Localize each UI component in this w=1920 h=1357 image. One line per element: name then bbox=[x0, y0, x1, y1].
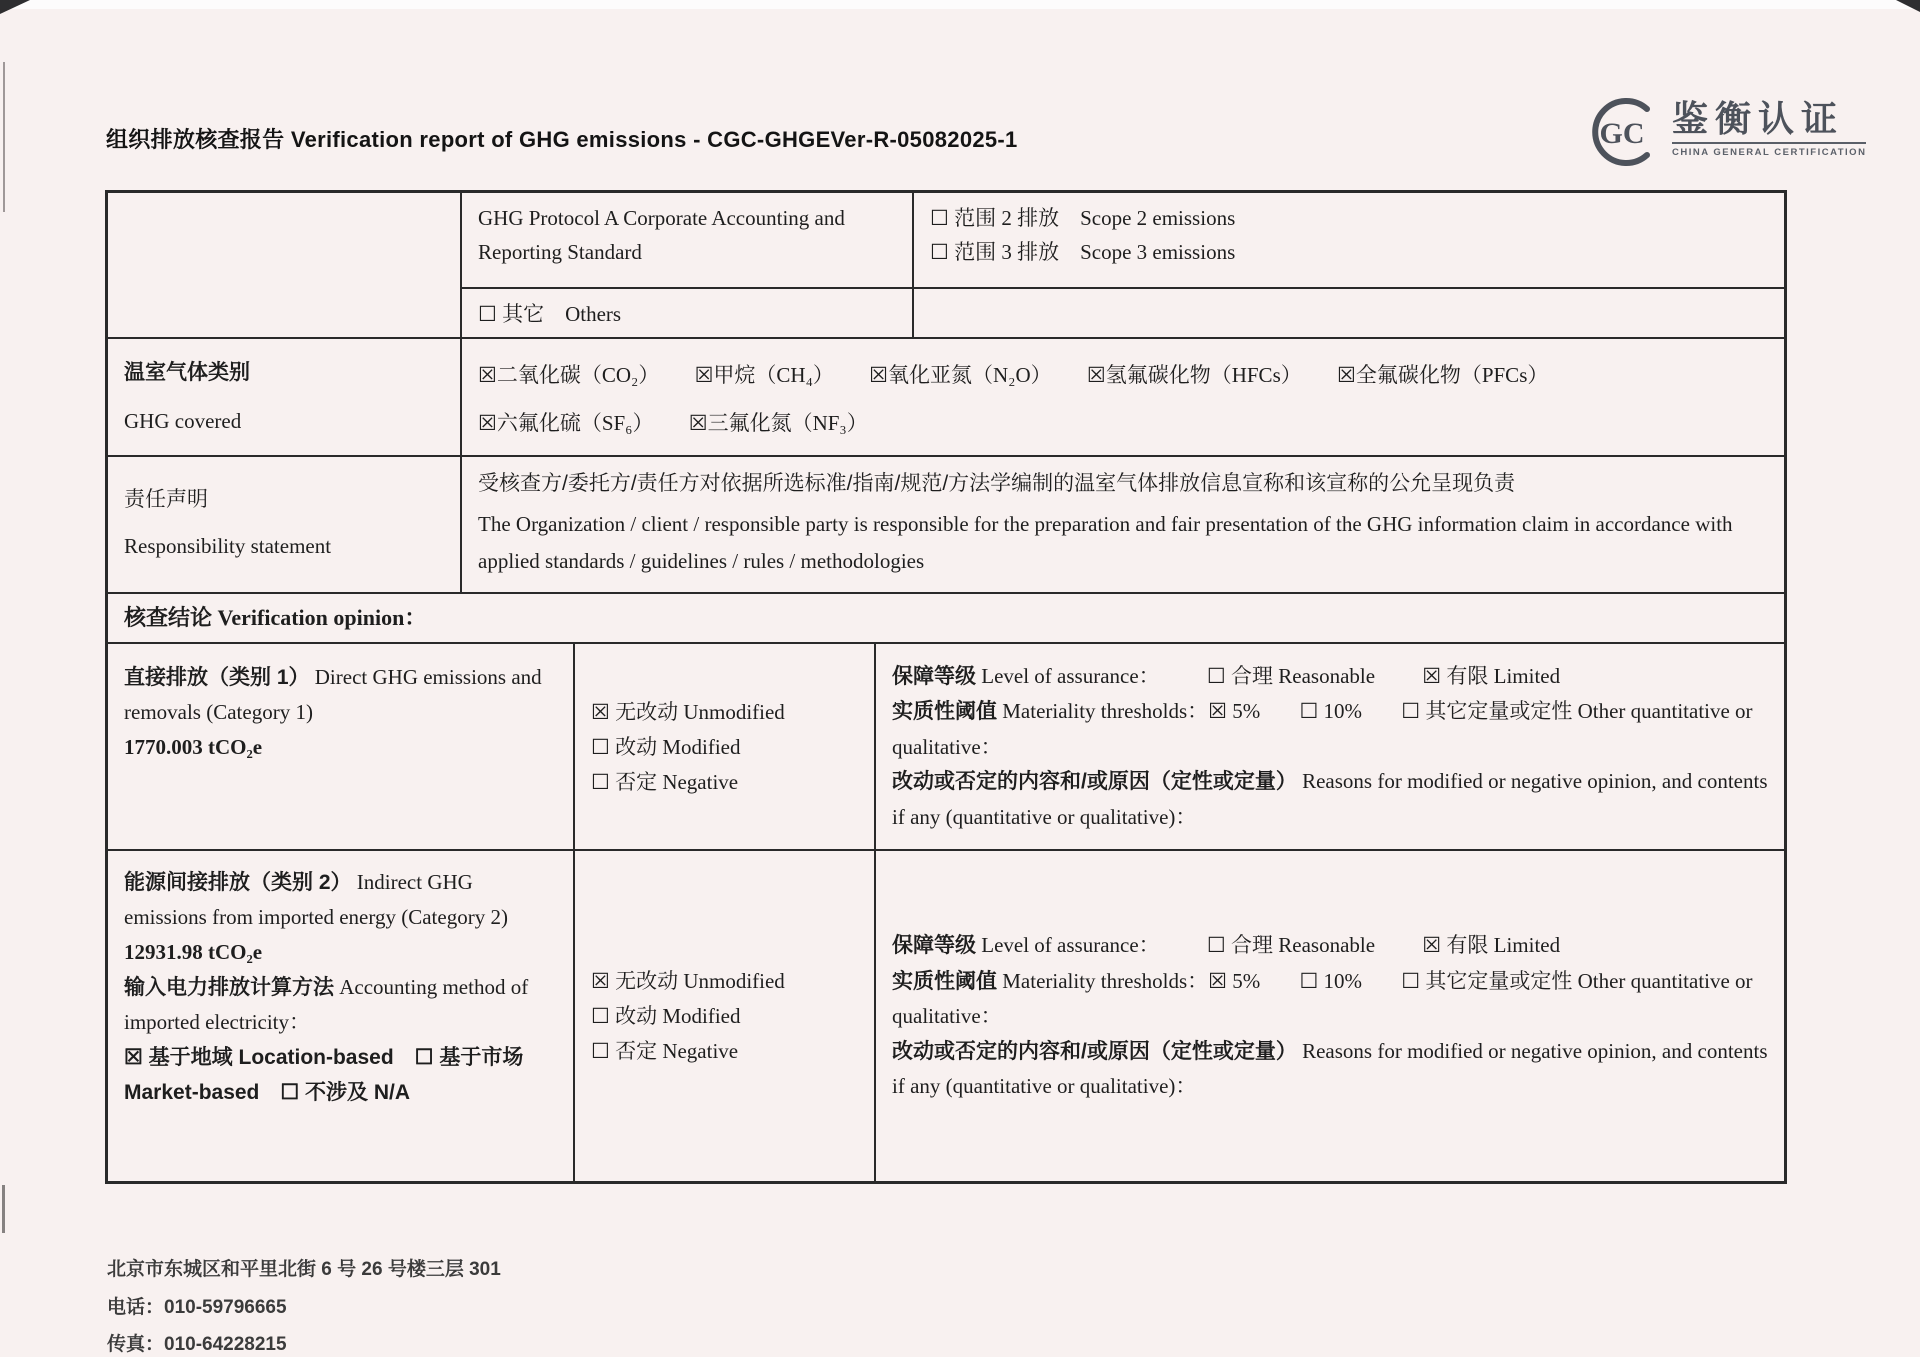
accounting-method-options: ☒ 基于地域 Location-based ☐ 基于市场 Market-based ☐ 不涉及 N/A bbox=[124, 1046, 524, 1104]
page-title: 组织排放核查报告 Verification report of GHG emissions - CGC-GHGEVer-R-05082025-1 bbox=[106, 127, 1018, 152]
footer-address: 北京市东城区和平里北街 6 号 26 号楼三层 301 bbox=[107, 1259, 501, 1280]
others-option: ☐ 其它 Others bbox=[478, 302, 622, 326]
standard-name-cell bbox=[460, 193, 912, 287]
scopes-cell bbox=[912, 193, 1784, 287]
footer-contact-block bbox=[107, 1251, 501, 1357]
opinion-header-zh: 核查结论 bbox=[124, 605, 213, 630]
standards-empty-cell bbox=[108, 193, 460, 337]
ghg-covered-section bbox=[108, 337, 1784, 455]
reasons-label-zh: 改动或否定的内容和/或原因（定性或定量） bbox=[892, 770, 1297, 794]
limited-option: ☒ 有限 Limited bbox=[1422, 933, 1561, 958]
gas-sf6-option: ☒六氟化硫（SF₆） bbox=[478, 411, 654, 435]
scope2-option: ☐ 范围 2 排放 Scope 2 emissions bbox=[930, 206, 1236, 230]
ten-percent-option: ☐ 10% bbox=[1299, 699, 1363, 724]
reasonable-option: ☐ 合理 Reasonable bbox=[1206, 933, 1376, 958]
responsibility-statement-zh: 受核查方/委托方/责任方对依据所选标准/指南/规范/方法学编制的温室气体排放信息宣称和该宣称的公允呈现负责 bbox=[478, 472, 1516, 495]
standards-section bbox=[108, 193, 1784, 337]
responsibility-label-cell bbox=[108, 457, 460, 592]
materiality-label-zh: 实质性阈值 bbox=[892, 700, 997, 724]
gas-hfcs-option: ☒氢氟碳化物（HFCs） bbox=[1086, 363, 1302, 387]
category2-modification-cell bbox=[573, 851, 874, 1181]
materiality-label-en: Materiality thresholds：☒ 5% bbox=[997, 699, 1261, 724]
category1-label-en: Direct GHG emissions and removals (Category 1) bbox=[124, 665, 542, 724]
responsibility-label-zh: 责任声明 bbox=[124, 488, 208, 511]
responsibility-statement-cell bbox=[460, 457, 1784, 592]
category1-assurance-cell bbox=[874, 644, 1784, 849]
logo-name-zh: 鉴衡认证 bbox=[1672, 100, 1866, 144]
logo-name-en: CHINA GENERAL CERTIFICATION bbox=[1672, 147, 1867, 158]
assurance-level-label-zh: 保障等级 bbox=[892, 664, 976, 688]
category2-value: 12931.98 tCO₂e bbox=[124, 940, 263, 964]
scan-artifact-left-edge bbox=[3, 62, 5, 212]
opinion-header-row bbox=[108, 592, 1784, 642]
ghg-covered-label-zh: 温室气体类别 bbox=[124, 361, 250, 384]
category1-value: 1770.003 tCO₂e bbox=[124, 735, 263, 759]
category1-cell bbox=[108, 644, 573, 849]
modified-option: ☐ 改动 Modified bbox=[591, 1004, 741, 1028]
category1-label-zh: 直接排放（类别 1） bbox=[124, 666, 310, 689]
limited-option: ☒ 有限 Limited bbox=[1422, 663, 1561, 688]
gas-pfcs-option: ☒全氟碳化物（PFCs） bbox=[1337, 363, 1549, 387]
scan-artifact-left-edge-2 bbox=[2, 1185, 5, 1233]
accounting-method-label-zh: 输入电力排放计算方法 bbox=[124, 976, 334, 999]
reasons-label-en: Reasons for modified or negative opinion, and contents if any (quantitative or qualitative)： bbox=[892, 769, 1768, 829]
scan-edge-strip bbox=[0, 0, 1920, 9]
footer-phone: 电话：010-59796665 bbox=[107, 1296, 287, 1318]
opinion-header-en: Verification opinion： bbox=[212, 605, 427, 630]
certification-logo bbox=[1586, 94, 1866, 170]
category2-cell bbox=[108, 851, 573, 1181]
ten-percent-option: ☐ 10% bbox=[1299, 968, 1363, 993]
reasons-label-zh: 改动或否定的内容和/或原因（定性或定量） bbox=[892, 1039, 1297, 1063]
verification-table bbox=[105, 190, 1787, 1184]
negative-option: ☐ 否定 Negative bbox=[591, 1039, 739, 1063]
unmodified-option: ☒ 无改动 Unmodified bbox=[591, 969, 785, 993]
materiality-label-en: Materiality thresholds：☒ 5% bbox=[997, 968, 1261, 993]
ghg-covered-label-en: GHG covered bbox=[124, 409, 242, 433]
accounting-method-label-en: Accounting method of imported electricity： bbox=[124, 975, 529, 1034]
responsibility-section bbox=[108, 455, 1784, 592]
category1-modification-cell bbox=[573, 644, 874, 849]
gas-ch4-option: ☒甲烷（CH₄） bbox=[694, 363, 834, 387]
assurance-level-label-en: Level of assurance： bbox=[976, 663, 1160, 688]
assurance-level-label-en: Level of assurance： bbox=[976, 933, 1160, 958]
other-threshold-option: ☐ 其它定量或定性 Other quantitative or qualitative： bbox=[892, 968, 1753, 1029]
reasons-label-en: Reasons for modified or negative opinion, and contents if any (quantitative or qualitative)： bbox=[892, 1038, 1768, 1099]
modified-option: ☐ 改动 Modified bbox=[591, 734, 741, 759]
reasonable-option: ☐ 合理 Reasonable bbox=[1206, 663, 1376, 688]
svg-text:GC: GC bbox=[1599, 117, 1645, 150]
materiality-label-zh: 实质性阈值 bbox=[892, 969, 997, 993]
scope3-option: ☐ 范围 3 排放 Scope 3 emissions bbox=[930, 240, 1236, 264]
category2-label-zh: 能源间接排放（类别 2） bbox=[124, 871, 352, 894]
category2-label-en: Indirect GHG emissions from imported energy (Category 2) bbox=[124, 870, 508, 929]
gc-monogram-icon bbox=[1586, 94, 1662, 170]
responsibility-statement-en: The Organization / client / responsible party is responsible for the preparation and fair presentation of the GHG information claim in accordance with applied standards / guidelines / rules / methodologies bbox=[478, 512, 1733, 573]
category2-assurance-cell bbox=[874, 851, 1784, 1181]
gas-nf3-option: ☒三氟化氮（NF₃） bbox=[688, 411, 868, 435]
category1-row bbox=[108, 642, 1784, 849]
standard-name: GHG Protocol A Corporate Accounting and Reporting Standard bbox=[478, 206, 845, 264]
ghg-covered-content-cell bbox=[460, 339, 1784, 455]
assurance-level-label-zh: 保障等级 bbox=[892, 934, 976, 958]
responsibility-label-en: Responsibility statement bbox=[124, 534, 332, 558]
unmodified-option: ☒ 无改动 Unmodified bbox=[591, 699, 785, 724]
footer-fax: 传真：010-64228215 bbox=[107, 1334, 287, 1355]
gas-n2o-option: ☒氧化亚氮（N₂O） bbox=[869, 363, 1052, 387]
other-threshold-option: ☐ 其它定量或定性 Other quantitative or qualitative： bbox=[892, 699, 1753, 759]
others-cell bbox=[460, 287, 912, 337]
gas-co2-option: ☒二氧化碳（CO₂） bbox=[478, 363, 660, 387]
negative-option: ☐ 否定 Negative bbox=[591, 769, 739, 794]
others-empty-cell bbox=[912, 287, 1784, 337]
ghg-covered-label-cell bbox=[108, 339, 460, 455]
category2-row bbox=[108, 849, 1784, 1181]
